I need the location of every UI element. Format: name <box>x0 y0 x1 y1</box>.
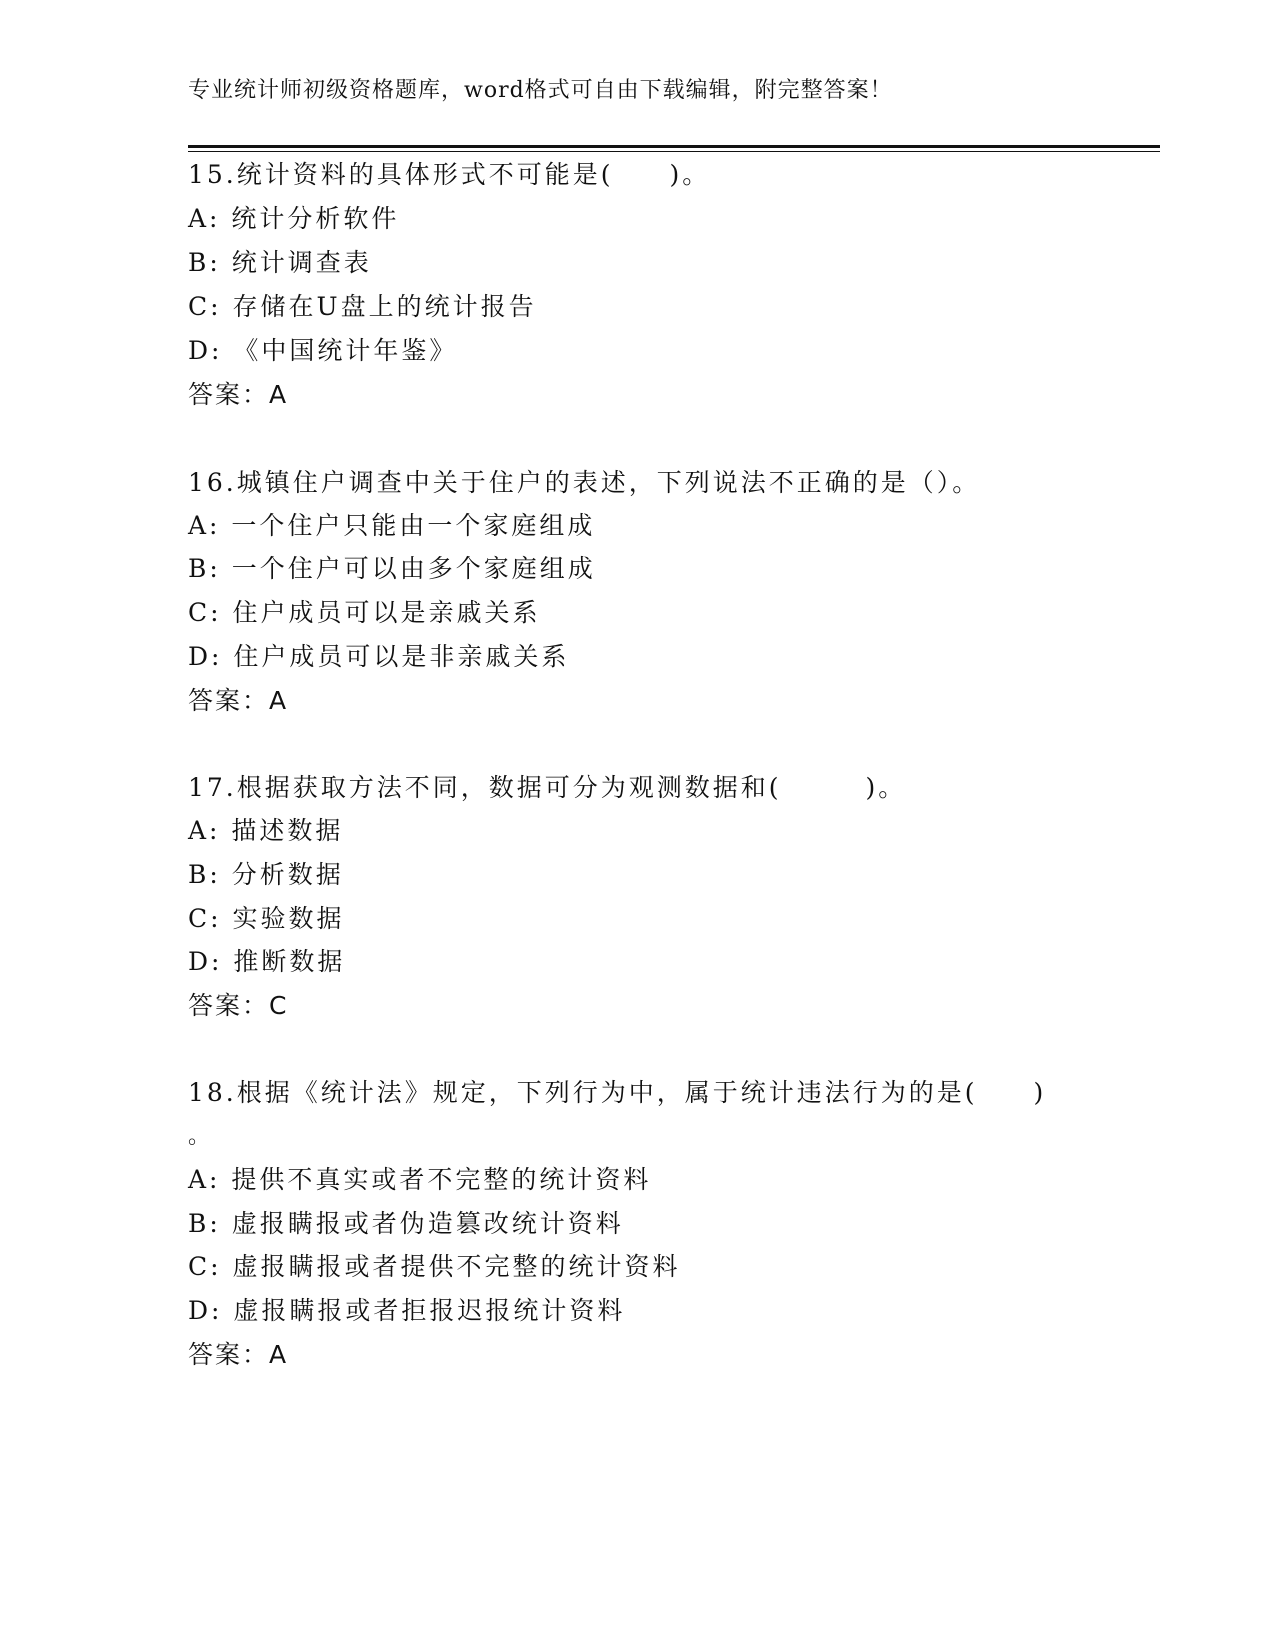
option-b: B: 一个住户可以由多个家庭组成 <box>188 554 596 583</box>
option-b: B: 统计调查表 <box>188 248 372 277</box>
option-c: C: 虚报瞒报或者提供不完整的统计资料 <box>188 1252 681 1281</box>
question-stem: 18.根据《统计法》规定，下列行为中，属于统计违法行为的是( ) <box>188 1078 1047 1107</box>
answer-line: 答案：A <box>188 380 289 409</box>
header-divider-thick <box>188 145 1160 148</box>
header-text: 专业统计师初级资格题库，word格式可自由下载编辑，附完整答案！ <box>188 78 893 103</box>
option-c: C: 实验数据 <box>188 904 345 933</box>
option-c: C: 存储在U盘上的统计报告 <box>188 292 537 321</box>
option-c: C: 住户成员可以是亲戚关系 <box>188 598 541 627</box>
answer-line: 答案：C <box>188 991 289 1020</box>
answer-line: 答案：A <box>188 1340 289 1369</box>
option-a: A: 一个住户只能由一个家庭组成 <box>188 511 596 540</box>
header-divider-thin <box>188 151 1160 152</box>
answer-line: 答案：A <box>188 686 289 715</box>
option-a: A: 统计分析软件 <box>188 204 400 233</box>
question-stem-tail: 。 <box>188 1124 211 1149</box>
question-stem: 16.城镇住户调查中关于住户的表述，下列说法不正确的是（）。 <box>188 468 981 497</box>
option-d: D: 推断数据 <box>188 947 346 976</box>
option-d: D: 虚报瞒报或者拒报迟报统计资料 <box>188 1296 626 1325</box>
question-stem: 15.统计资料的具体形式不可能是( )。 <box>188 160 711 189</box>
option-a: A: 提供不真实或者不完整的统计资料 <box>188 1165 652 1194</box>
option-d: D: 《中国统计年鉴》 <box>188 336 458 365</box>
option-b: B: 分析数据 <box>188 860 344 889</box>
option-b: B: 虚报瞒报或者伪造篡改统计资料 <box>188 1209 624 1238</box>
option-d: D: 住户成员可以是非亲戚关系 <box>188 642 570 671</box>
option-a: A: 描述数据 <box>188 816 344 845</box>
question-stem: 17.根据获取方法不同，数据可分为观测数据和( )。 <box>188 773 907 802</box>
